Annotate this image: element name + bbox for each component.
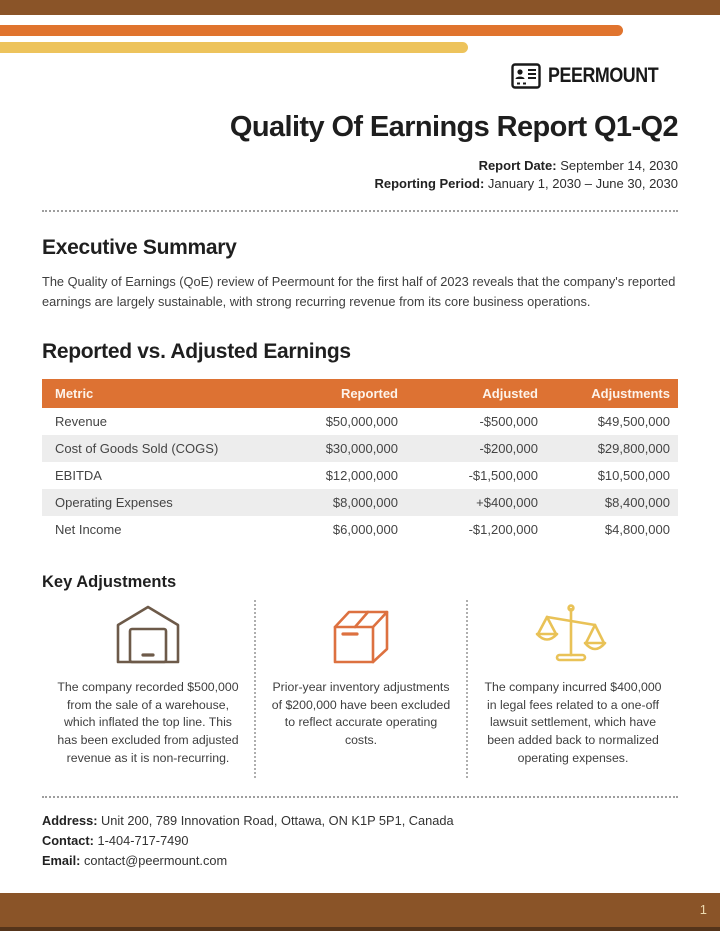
earnings-table-heading: Reported vs. Adjusted Earnings [42,339,351,363]
cell-reported: $30,000,000 [325,440,398,456]
cell-adjustments: $8,400,000 [604,494,670,510]
key-adjustment-text: The company recorded $500,000 from the sale of a warehouse, which inflated the top line. This has been excluded from adjusted revenue as it is non-recurring. [57,679,239,766]
report-date-line [42,157,678,175]
cell-reported: $6,000,000 [332,521,398,537]
package-box-icon [270,602,452,666]
peermount-logo [511,63,678,89]
key-adjustment-text: Prior-year inventory adjustments of $200,000 have been excluded to reflect accurate operating costs. [271,679,451,748]
cell-reported: $12,000,000 [325,467,398,483]
table-row [42,435,678,462]
cell-adjusted: -$1,200,000 [468,521,538,537]
col-header-adjusted: Adjusted [406,379,546,408]
top-orange-bar [0,25,623,36]
page-title: Quality Of Earnings Report Q1-Q2 [229,111,678,143]
email-value: contact@peermount.com [80,852,228,868]
email-line [42,851,678,871]
bottom-dark-edge [0,927,720,931]
cell-metric: Revenue [55,413,108,429]
page-content [42,110,678,870]
reporting-period-value: January 1, 2030 – June 30, 2030 [484,175,678,191]
dotted-divider-bottom [42,796,678,798]
key-adjustments-heading: Key Adjustments [42,572,177,591]
table-row [42,462,678,489]
contact-block [42,811,678,870]
cell-adjusted: +$400,000 [476,494,538,510]
table-row [42,489,678,516]
col-header-reported: Reported [272,379,406,408]
cell-metric: EBITDA [55,467,102,483]
cell-metric: Net Income [55,521,122,537]
key-adjustment-item [254,600,466,778]
cell-adjusted: -$200,000 [479,440,538,456]
address-value: Unit 200, 789 Innovation Road, Ottawa, ON K1P 5P1, Canada [97,812,454,828]
address-label: Address: [42,812,98,828]
brand-name: PEERMOUNT [548,64,659,87]
warehouse-icon [56,602,240,666]
reporting-period-label: Reporting Period: [374,175,485,191]
cell-reported: $50,000,000 [325,413,398,429]
id-card-icon [511,63,541,89]
executive-summary-heading: Executive Summary [42,236,237,260]
earnings-table [42,379,678,543]
cell-adjustments: $29,800,000 [597,440,670,456]
executive-summary-text: The Quality of Earnings (QoE) review of Peermount for the first half of 2023 reveals that the company's reported earnings are largely sustainable, with strong recurring revenue from its core business operations. [42,274,676,309]
cell-adjusted: -$500,000 [479,413,538,429]
report-date-value: September 14, 2030 [556,157,678,173]
reporting-period-line [42,175,678,193]
email-label: Email: [42,852,81,868]
contact-value: 1-404-717-7490 [93,832,189,848]
cell-reported: $8,000,000 [332,494,398,510]
top-yellow-bar [0,42,468,53]
key-adjustment-item [466,600,678,778]
page-number: 1 [699,902,707,917]
contact-line [42,831,678,851]
dotted-divider-top [42,210,678,212]
report-date-label: Report Date: [478,157,557,173]
cell-metric: Operating Expenses [55,494,173,510]
key-adjustments-grid [42,600,678,778]
table-row [42,408,678,435]
cell-adjustments: $49,500,000 [597,413,670,429]
top-brown-bar [0,0,720,15]
key-adjustment-item [42,600,254,778]
scales-icon [482,602,664,666]
cell-metric: Cost of Goods Sold (COGS) [55,440,219,456]
table-row [42,516,678,543]
col-header-metric: Metric [42,379,272,408]
address-line [42,811,678,831]
key-adjustment-text: The company incurred $400,000 in legal fees related to a one-off lawsuit settlement, which have been added back to normalized operating expenses. [484,679,662,766]
contact-label: Contact: [42,832,94,848]
earnings-table-header [42,379,678,408]
bottom-brown-bar [0,893,720,931]
col-header-adjustments: Adjustments [546,379,678,408]
cell-adjustments: $4,800,000 [604,521,670,537]
cell-adjusted: -$1,500,000 [468,467,538,483]
cell-adjustments: $10,500,000 [597,467,670,483]
